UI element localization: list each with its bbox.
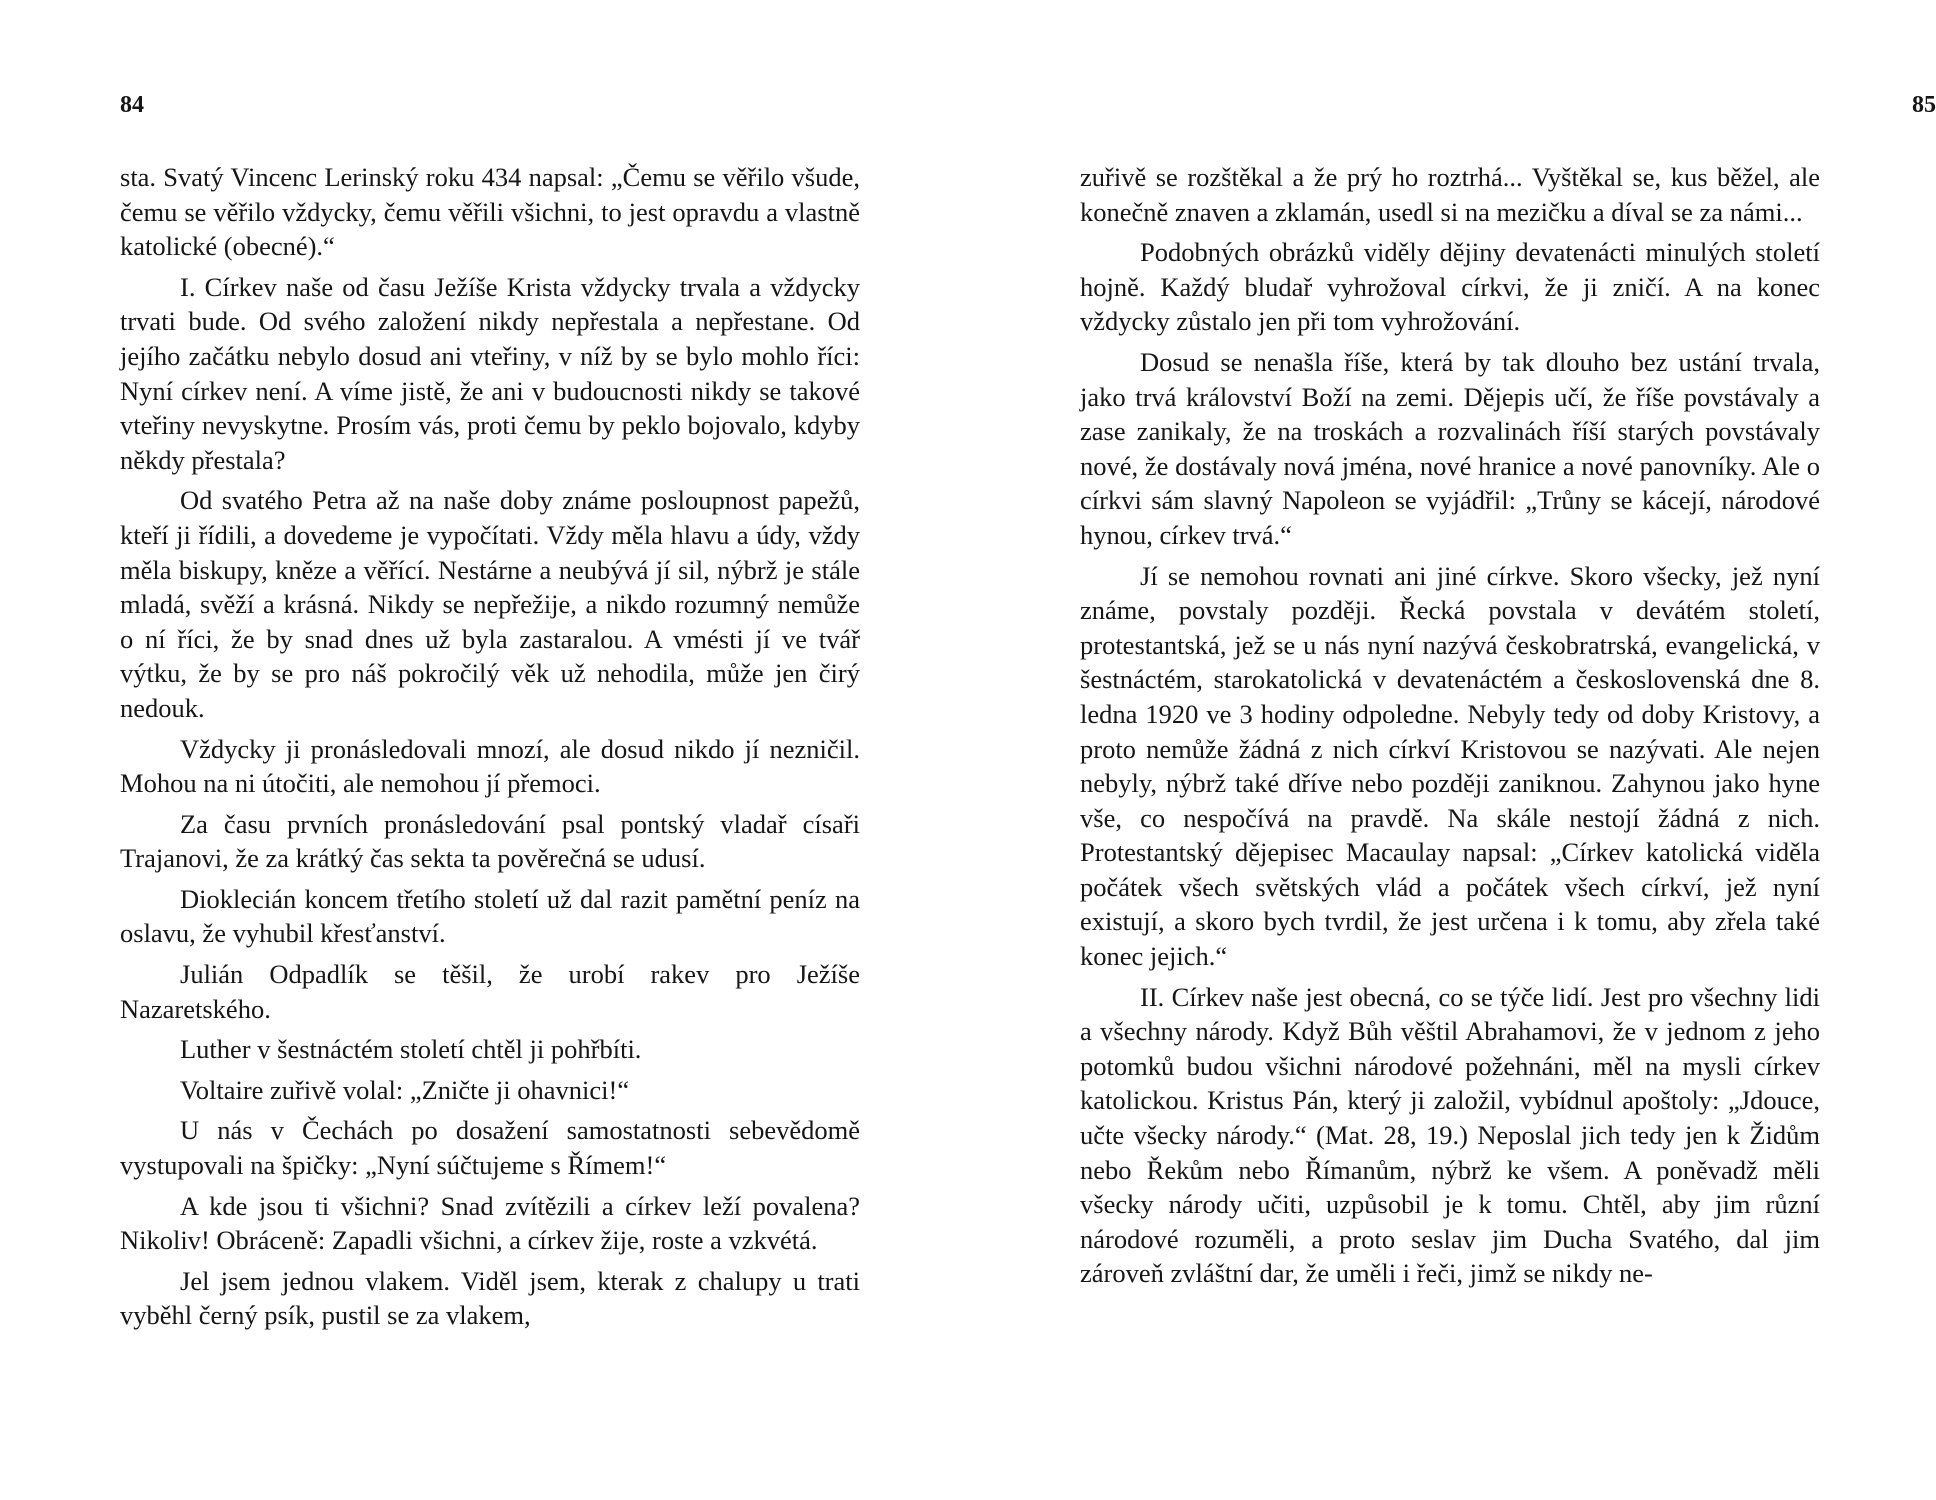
- paragraph: Dioklecián koncem třetího století už dal razit pamětní peníz na oslavu, že vyhubil křesťanství.: [120, 883, 860, 949]
- paragraph: Podobných obrázků viděly dějiny devatenácti minulých století hojně. Každý bludař vyhrožoval církvi, že ji zničí. A na konec vždycky zůstalo jen při tom vyhrožování.: [1080, 237, 1820, 337]
- paragraph: A kde jsou ti všichni? Snad zvítězili a církev leží povalena? Nikoliv! Obráceně: Zapadli všichni, a církev žije, roste a vzkvétá.: [120, 1190, 860, 1256]
- paragraph: Jel jsem jednou vlakem. Viděl jsem, kterak z chalupy u trati vyběhl černý psík, pustil se za vlakem,: [120, 1265, 860, 1331]
- paragraph: Luther v šestnáctém století chtěl ji pohřbíti.: [180, 1034, 642, 1065]
- paragraph: Voltaire zuřivě volal: „Zničte ji ohavnici!“: [180, 1074, 630, 1105]
- paragraph: zuřivě se rozštěkal a že prý ho roztrhá... Vyštěkal se, kus běžel, ale konečně znaven a zklamán, usedl si na mezičku a díval se za námi...: [1080, 162, 1820, 227]
- paragraph: Vždycky ji pronásledovali mnozí, ale dosud nikdo jí nezničil. Mohou na ni útočiti, ale nemohou jí přemoci.: [120, 733, 860, 799]
- right-page: [1080, 0, 1936, 1500]
- right-page-text: [1080, 160, 1820, 1297]
- page-number-right: 85: [1912, 92, 1936, 118]
- paragraph: sta. Svatý Vincenc Lerinský roku 434 napsal: „Čemu se věřilo všude, čemu se věřilo vždycky, čemu věřili všichni, to jest opravdu a vlastně katolické (obecné).“: [120, 162, 860, 262]
- paragraph: U nás v Čechách po dosažení samostatnosti sebevědomě vystupovali na špičky: „Nyní súčtujeme s Římem!“: [120, 1115, 860, 1181]
- left-page: [120, 0, 880, 1500]
- left-page-text: [120, 160, 860, 1339]
- paragraph: Od svatého Petra až na naše doby známe posloupnost papežů, kteří ji řídili, a dovedeme je vypočítati. Vždy měla hlavu a údy, vždy měla biskupy, kněze a věřící. Nestárne a neubývá jí sil, nýbrž je stále mladá, svěží a krásná. Nikdy se nepřežije, a nikdo rozumný nemůže o ní říci, že by snad dnes už byla zastaralou. A vmésti jí ve tvář výtku, že by se pro náš pokročilý věk už nehodila, může jen čirý nedouk.: [120, 485, 860, 723]
- paragraph: Jí se nemohou rovnati ani jiné církve. Skoro všecky, jež nyní známe, povstaly později. Řecká povstala v devátém století, protestantská, jež se u nás nyní nazývá českobratrská, evangelická, v šestnáctém, starokatolická v devatenáctém a československá dne 8. ledna 1920 ve 3 hodiny odpoledne. Nebyly tedy od doby Kristovy, a proto nemůže žádná z nich církví Kristovou se nazývati. Ale nejen nebyly, nýbrž také dříve nebo později zaniknou. Zahynou jako hyne vše, co nespočívá na pravdě. Na skále nestojí žádná z nich. Protestantský dějepisec Macaulay napsal: „Církev katolická viděla počátek všech světských vlád a počátek všech církví, jež nyní existují, a skoro bych tvrdil, že jest určena i k tomu, aby zřela také konec jejich.“: [1080, 560, 1820, 972]
- paragraph: Za času prvních pronásledování psal pontský vladař císaři Trajanovi, že za krátký čas sekta ta pověrečná se udusí.: [120, 808, 860, 874]
- paragraph: Julián Odpadlík se těšil, že urobí rakev pro Ježíše Nazaretského.: [120, 959, 860, 1024]
- paragraph: I. Církev naše od času Ježíše Krista vždycky trvala a vždycky trvati bude. Od svého založení nikdy nepřestala a nepřestane. Od jejího začátku nebylo dosud ani vteřiny, v níž by se bylo mohlo říci: Nyní církev není. A víme jistě, že ani v budoucnosti nikdy se takové vteřiny nevyskytne. Prosím vás, proti čemu by peklo bojovalo, kdyby někdy přestala?: [120, 271, 860, 475]
- paragraph: Dosud se nenašla říše, která by tak dlouho bez ustání trvala, jako trvá království Boží na zemi. Dějepis učí, že říše povstávaly a zase zanikaly, že na troskách a rozvalinách říší starých povstávaly nové, že dostávaly nová jména, nové hranice a nové panovníky. Ale o církvi sám slavný Napoleon se vyjádřil: „Trůny se kácejí, národové hynou, církev trvá.“: [1080, 346, 1820, 550]
- paragraph: II. Církev naše jest obecná, co se týče lidí. Jest pro všechny lidi a všechny národy. Když Bůh věštil Abrahamovi, že v jednom z jeho potomků budou všichni národové požehnáni, měl na mysli církev katolickou. Kristus Pán, který ji založil, vybídnul apoštoly: „Jdouce, učte všecky národy.“ (Mat. 28, 19.) Neposlal jich tedy jen k Židům nebo Řekům nebo Římanům, nýbrž ke všem. A poněvadž měli všecky národy učiti, uzpůsobil je k tomu. Chtěl, aby jim různí národové rozuměli, a proto seslav jim Ducha Svatého, dal jim zároveň zvláštní dar, že uměli i řeči, jimž se nikdy ne-: [1080, 981, 1820, 1289]
- page-number-left: 84: [120, 92, 144, 118]
